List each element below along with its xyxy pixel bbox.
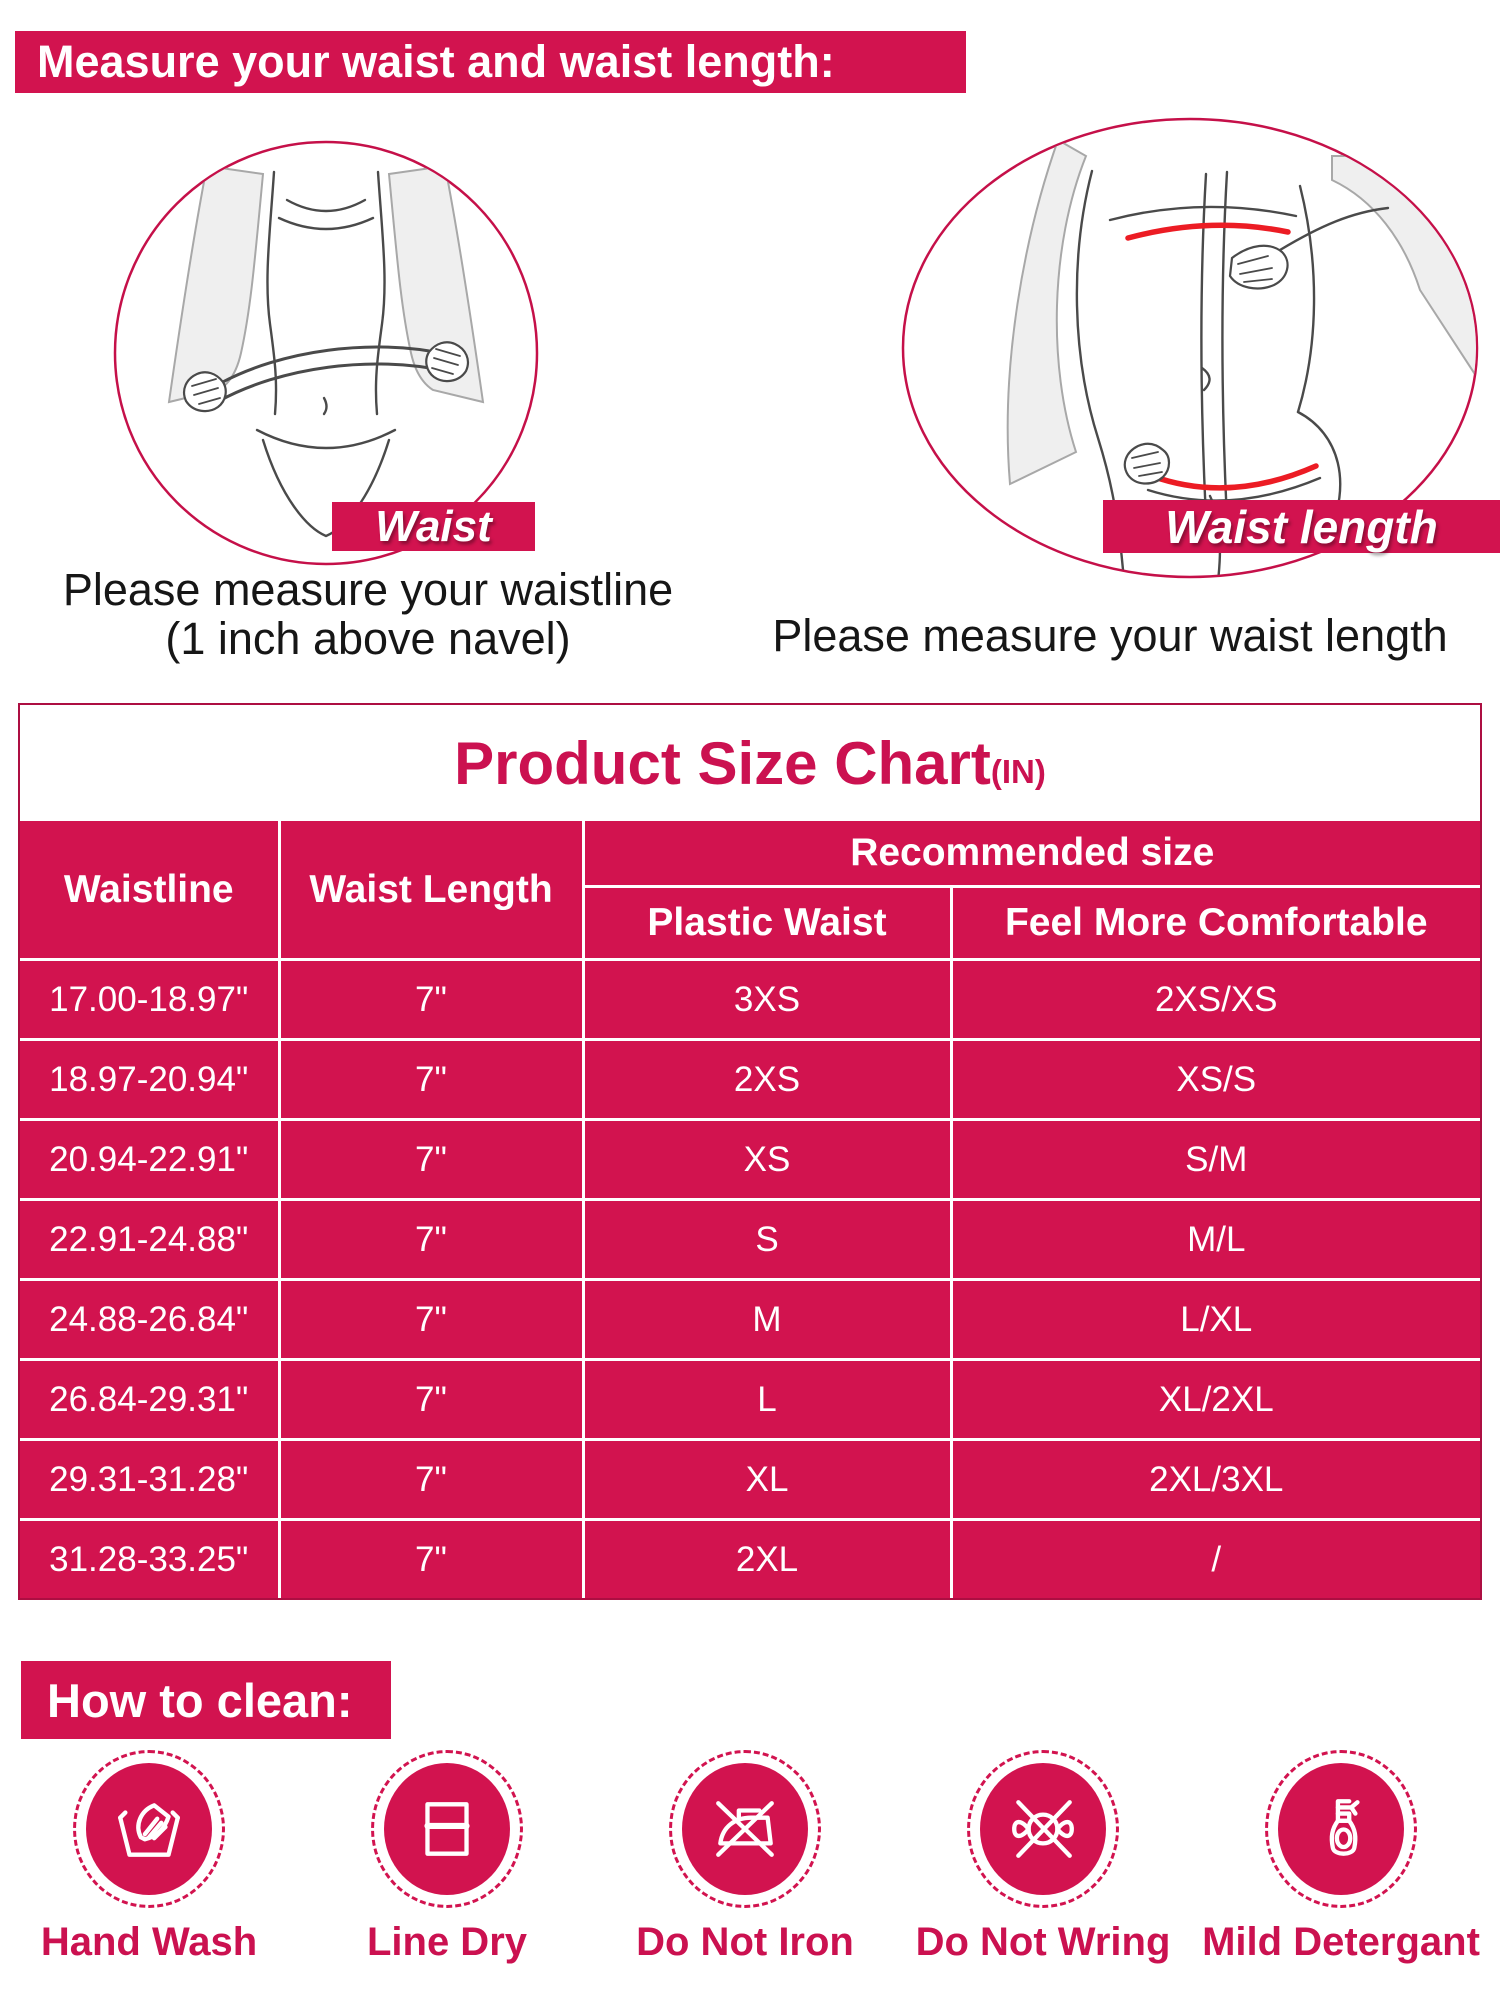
cell-waist-length: 7" [279, 1520, 583, 1599]
col-header-waist-length: Waist Length [279, 821, 583, 960]
care-item-hand-wash [0, 1750, 298, 1965]
table-row [20, 1360, 1480, 1440]
cell-waistline: 17.00-18.97" [20, 960, 279, 1040]
cell-comfortable: 2XS/XS [951, 960, 1480, 1040]
waist-caption-line2: (1 inch above navel) [165, 612, 571, 664]
care-icons-row [0, 1750, 1492, 1965]
dashed-ring [371, 1750, 523, 1908]
cell-waist-length: 7" [279, 1280, 583, 1360]
waist-length-caption: Please measure your waist length [772, 610, 1448, 661]
cell-plastic: XS [583, 1120, 951, 1200]
col-header-waistline: Waistline [63, 867, 234, 911]
col-header-recommended: Recommended size [583, 821, 1480, 887]
col-header-plastic-waist: Plastic Waist [583, 887, 951, 960]
cell-waistline: 22.91-24.88" [20, 1200, 279, 1280]
table-row [20, 1120, 1480, 1200]
table-row [20, 1280, 1480, 1360]
cell-waist-length: 7" [279, 1440, 583, 1520]
care-label: Mild Detergant [1202, 1920, 1480, 1964]
table-row [20, 1440, 1480, 1520]
do-not-wring-icon [980, 1763, 1106, 1895]
cell-waistline: 20.94-22.91" [20, 1120, 279, 1200]
care-item-line-dry [298, 1750, 596, 1965]
mild-detergent-icon [1278, 1763, 1404, 1895]
col-header-comfortable: Feel More Comfortable [951, 887, 1480, 960]
size-chart [18, 703, 1482, 1600]
cell-plastic: S [583, 1200, 951, 1280]
cell-waist-length: 7" [279, 1200, 583, 1280]
size-chart-title-text: Product Size Chart [454, 729, 991, 797]
waist-tag: Waist [332, 502, 535, 551]
waist-caption [18, 566, 718, 663]
waist-caption-line1: Please measure your waistline [62, 564, 674, 615]
dashed-ring [73, 1750, 225, 1908]
cell-plastic: L [583, 1360, 951, 1440]
care-label: Do Not Iron [636, 1920, 854, 1964]
care-label: Hand Wash [40, 1920, 258, 1964]
cell-plastic: M [583, 1280, 951, 1360]
cell-plastic: 3XS [583, 960, 951, 1040]
cell-plastic: XL [583, 1440, 951, 1520]
cell-comfortable: M/L [951, 1200, 1480, 1280]
do-not-iron-icon [682, 1763, 808, 1895]
table-row [20, 1040, 1480, 1120]
care-label: Line Dry [366, 1920, 528, 1964]
cell-waist-length: 7" [279, 960, 583, 1040]
size-chart-unit: (IN) [990, 753, 1046, 790]
cell-comfortable: XL/2XL [951, 1360, 1480, 1440]
cell-plastic: 2XS [583, 1040, 951, 1120]
cell-waist-length: 7" [279, 1360, 583, 1440]
dashed-ring [1265, 1750, 1417, 1908]
cell-waistline: 18.97-20.94" [20, 1040, 279, 1120]
table-row [20, 1520, 1480, 1599]
care-item-do-not-wring [894, 1750, 1192, 1965]
cell-waistline: 24.88-26.84" [20, 1280, 279, 1360]
cell-plastic: 2XL [583, 1520, 951, 1599]
waist-length-tag: Waist length [1103, 500, 1500, 553]
dashed-ring [967, 1750, 1119, 1908]
cell-comfortable: L/XL [951, 1280, 1480, 1360]
care-label: Do Not Wring [915, 1920, 1171, 1964]
line-dry-icon [384, 1763, 510, 1895]
cell-waist-length: 7" [279, 1120, 583, 1200]
hand-wash-icon [86, 1763, 212, 1895]
care-item-mild-detergent [1192, 1750, 1490, 1965]
care-item-do-not-iron [596, 1750, 894, 1965]
size-table [20, 821, 1480, 1598]
dashed-ring [669, 1750, 821, 1908]
how-to-clean-title: How to clean: [21, 1661, 391, 1739]
cell-comfortable: XS/S [951, 1040, 1480, 1120]
cell-comfortable: / [951, 1520, 1480, 1599]
size-chart-title [20, 705, 1480, 821]
cell-waist-length: 7" [279, 1040, 583, 1120]
cell-waistline: 31.28-33.25" [20, 1520, 279, 1599]
cell-comfortable: S/M [951, 1120, 1480, 1200]
cell-waistline: 29.31-31.28" [20, 1440, 279, 1520]
cell-waistline: 26.84-29.31" [20, 1360, 279, 1440]
cell-comfortable: 2XL/3XL [951, 1440, 1480, 1520]
table-row [20, 960, 1480, 1040]
table-row [20, 1200, 1480, 1280]
page-title: Measure your waist and waist length: [15, 31, 966, 93]
